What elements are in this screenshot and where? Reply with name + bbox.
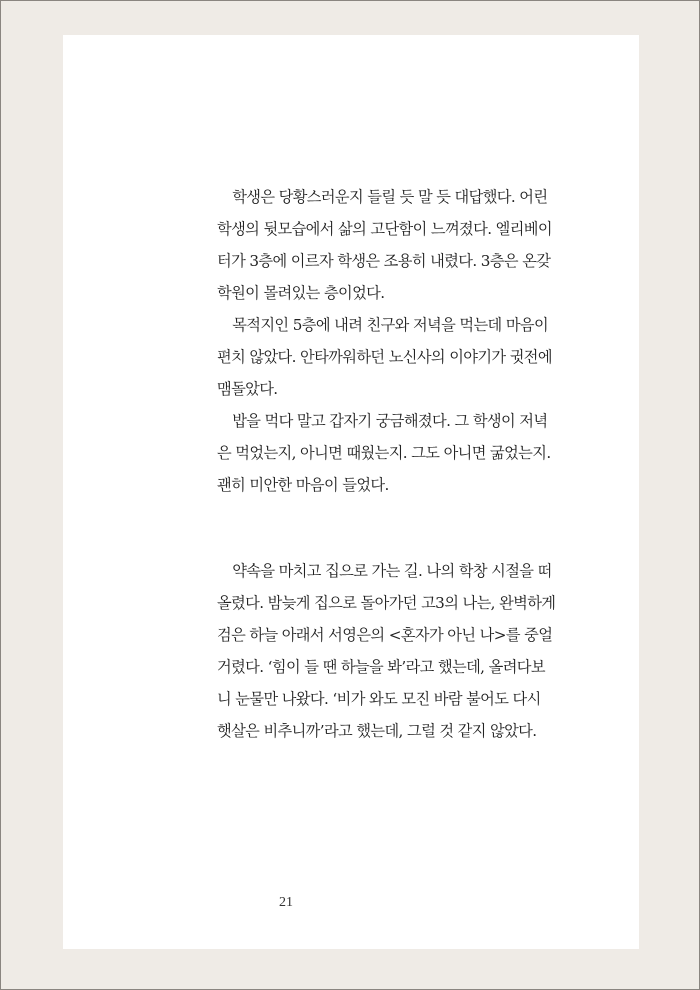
text-line: 괜히 미안한 마음이 들었다. [217,476,389,494]
text-line: 약속을 마치고 집으로 가는 길. 나의 학창 시절을 떠 [232,562,552,580]
text-line: 올렸다. 밤늦게 집으로 돌아가던 고3의 나는, 완벽하게 [217,594,556,612]
text-line: 검은 하늘 아래서 서영은의 <혼자가 아닌 나>를 중얼 [217,626,553,644]
book-page [63,35,639,949]
paragraph [217,181,615,309]
paragraph [217,309,615,405]
text-line: 밥을 먹다 말고 갑자기 궁금해졌다. 그 학생이 저녁 [232,412,548,430]
text-line: 은 먹었는지, 아니면 때웠는지. 그도 아니면 굶었는지. [217,444,551,462]
text-line: 니 눈물만 나왔다. ‘비가 와도 모진 바람 불어도 다시 [217,690,541,708]
paragraph [217,405,615,501]
body-text [217,181,615,747]
text-line: 학생은 당황스러운지 들릴 듯 말 듯 대답했다. 어린 [232,188,548,206]
page-number: 21 [279,895,293,910]
paragraph [217,555,615,747]
text-line: 맴돌았다. [217,380,278,398]
text-line: 편치 않았다. 안타까워하던 노신사의 이야기가 귓전에 [217,348,552,366]
text-line: 학원이 몰려있는 층이었다. [217,284,385,302]
text-line: 햇살은 비추니까’라고 했는데, 그럴 것 같지 않았다. [217,722,537,740]
section-gap [217,501,615,555]
text-line: 터가 3층에 이르자 학생은 조용히 내렸다. 3층은 온갖 [217,252,551,270]
text-line: 학생의 뒷모습에서 삶의 고단함이 느껴졌다. 엘리베이 [217,220,552,238]
text-line: 목적지인 5층에 내려 친구와 저녁을 먹는데 마음이 [232,316,549,334]
text-line: 거렸다. ‘힘이 들 땐 하늘을 봐’라고 했는데, 올려다보 [217,658,545,676]
